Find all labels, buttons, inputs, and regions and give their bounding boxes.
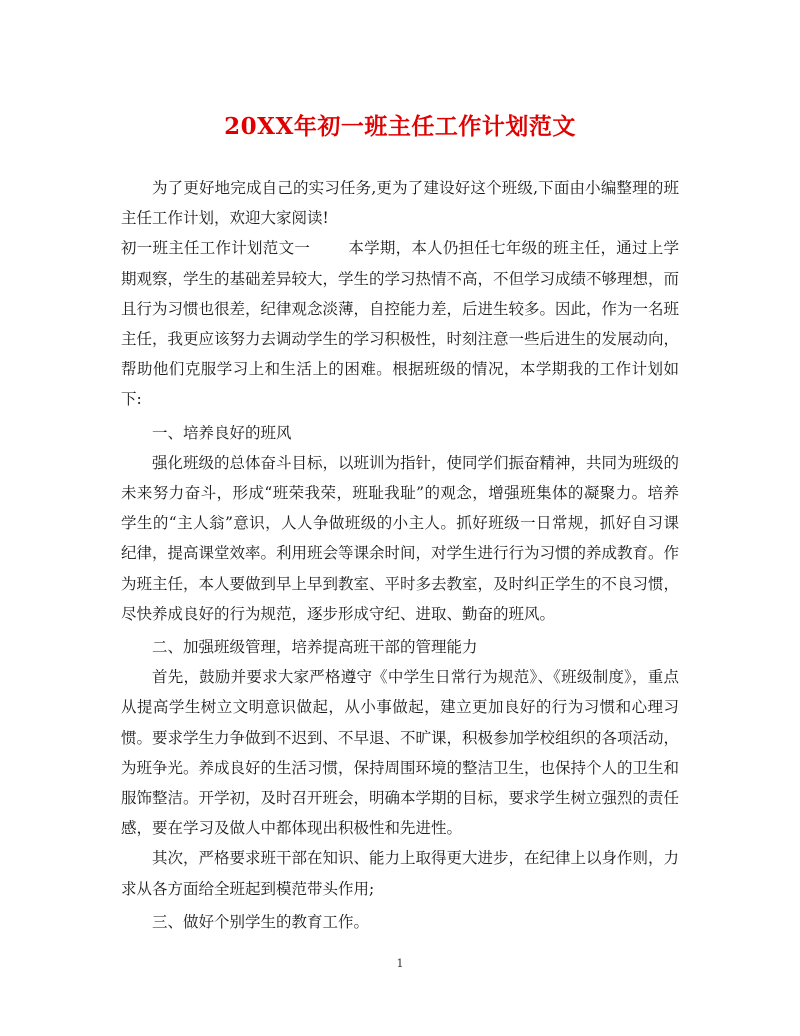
paragraph-1: 本学期，本人仍担任七年级的班主任，通过上学期观察，学生的基础差异较大，学生的学习热情不高，不但学习成绩不够理想，而且行为习惯也很差，纪律观念淡薄，自控能力差，后进生较多。因此，作为一名班主任，我更应该努力去调动学生的学习积极性，时刻注意一些后进生的发展动向，帮助他们克服学习上和生活上的困难。根据班级的情况，本学期我的工作计划如下: — [121, 239, 680, 409]
paragraph-4: 其次，严格要求班干部在知识、能力上取得更大进步，在纪律上以身作则，力求从各方面给全班起到模范带头作用; — [121, 849, 680, 898]
document-title: 20XX年初一班主任工作计划范文 — [224, 113, 576, 140]
intro-paragraph: 为了更好地完成自己的实习任务,更为了建设好这个班级,下面由小编整理的班主任工作计划，欢迎大家阅读! — [121, 179, 679, 228]
section-heading-3: 三、做好个别学生的教育工作。 — [152, 912, 370, 931]
paragraph-2: 强化班级的总体奋斗目标，以班训为指针，使同学们振奋精神，共同为班级的未来努力奋斗，形成“班荣我荣，班耻我耻”的观念，增强班集体的凝聚力。培养学生的“主人翁”意识，人人争做班级的小主人。抓好班级一日常规，抓好自习课纪律，提高课堂效率。利用班会等课余时间，对学生进行行为习惯的养成教育。作为班主任，本人要做到早上早到教室、平时多去教室，及时纠正学生的不良习惯，尽快养成良好的行为规范，逐步形成守纪、进取、勤奋的班风。 — [121, 453, 680, 623]
page-number: 1 — [396, 957, 404, 970]
section-heading-1: 一、培养良好的班风 — [152, 423, 292, 442]
article-paragraph — [121, 233, 679, 414]
paragraph-3: 首先，鼓励并要求大家严格遵守《中学生日常行为规范》、《班级制度》，重点从提高学生树立文明意识做起，从小事做起，建立更加良好的行为习惯和心理习惯。要求学生力争做到不迟到、不早退、不旷课，积极参加学校组织的各项活动，为班争光。养成良好的生活习惯，保持周围环境的整洁卫生，也保持个人的卫生和服饰整洁。开学初，及时召开班会，明确本学期的目标，要求学生树立强烈的责任感，要在学习及做人中都体现出积极性和先进性。 — [121, 668, 680, 838]
article-label: 初一班主任工作计划范文一 — [121, 239, 311, 258]
section-heading-2: 二、加强班级管理，培养提高班干部的管理能力 — [152, 638, 478, 657]
document-body — [121, 173, 679, 937]
